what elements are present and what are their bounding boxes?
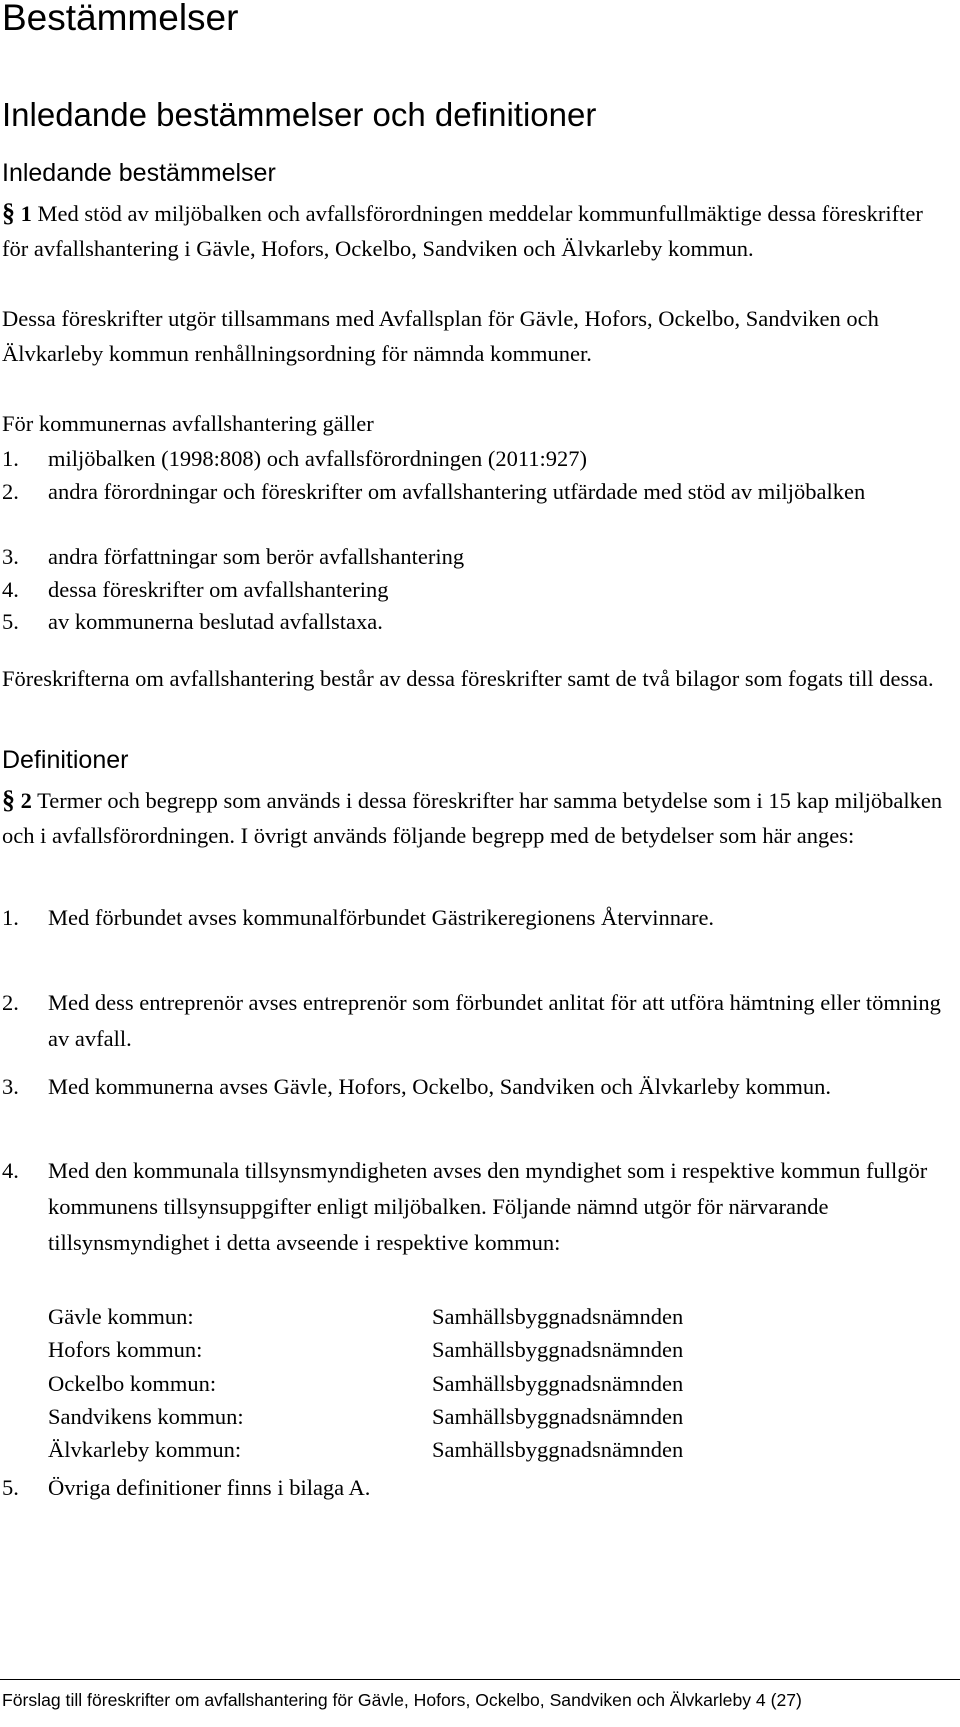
bilagor-text: Föreskrifterna om avfallshantering består av dessa föreskrifter samt de två bilagor som fogats till dessa. bbox=[2, 666, 934, 691]
definition-text: Med den kommunala tillsynsmyndigheten avses den myndighet som i respektive kommun fullgör kommunens tillsynsuppgifter enligt miljöbalken. Följande nämnd utgör för närvarande tillsynsmyndighet i detta avseende i respektive kommun: bbox=[48, 1158, 928, 1255]
list-number: 3. bbox=[2, 544, 19, 569]
list-text: av kommunerna beslutad avfallstaxa. bbox=[48, 609, 383, 634]
authority-committee: Samhällsbyggnadsnämnden bbox=[432, 1304, 684, 1329]
definition-number: 5. bbox=[2, 1475, 19, 1500]
list-item bbox=[2, 443, 952, 476]
authority-municipality: Älvkarleby kommun: bbox=[48, 1437, 242, 1463]
definition-text: Med dess entreprenör avses entreprenör som förbundet anlitat för att utföra hämtning eller tömning av avfall. bbox=[48, 990, 941, 1051]
paragraph-number: 2 bbox=[20, 788, 32, 813]
list-item bbox=[2, 606, 952, 639]
list-number: 5. bbox=[2, 609, 19, 634]
authority-municipality: Gävle kommun: bbox=[48, 1304, 194, 1329]
authority-committee: Samhällsbyggnadsnämnden bbox=[432, 1437, 684, 1463]
subsection-heading-definitions: Definitioner bbox=[2, 746, 129, 774]
definition-number: 1. bbox=[2, 905, 19, 930]
list-number: 2. bbox=[2, 479, 19, 504]
subsection-heading-intro: Inledande bestämmelser bbox=[2, 159, 276, 187]
definition-number: 2. bbox=[2, 990, 19, 1015]
definition-item bbox=[2, 985, 952, 1057]
list-item bbox=[2, 574, 952, 607]
list-item bbox=[2, 476, 952, 509]
applies-text: För kommunernas avfallshantering gäller bbox=[2, 411, 374, 436]
definition-number: 3. bbox=[2, 1074, 19, 1099]
footer-divider bbox=[0, 1679, 960, 1680]
definition-text: Med förbundet avses kommunalförbundet Gästrikeregionens Återvinnare. bbox=[48, 905, 715, 930]
authority-municipality: Ockelbo kommun: bbox=[48, 1370, 217, 1396]
definition-item bbox=[2, 1153, 952, 1261]
paragraph-2-text: Termer och begrepp som används i dessa föreskrifter har samma betydelse som i 15 kap miljöbalken och i avfallsförordningen. I övrigt används följande begrepp med de betydelser som här anges: bbox=[2, 788, 943, 848]
definition-item bbox=[2, 1470, 952, 1506]
paragraph-1 bbox=[2, 195, 952, 266]
definition-text: Övriga definitioner finns i bilaga A. bbox=[48, 1475, 371, 1500]
authority-municipality: Sandvikens kommun: bbox=[48, 1403, 244, 1429]
list-item bbox=[2, 541, 952, 574]
paragraph-2 bbox=[2, 782, 952, 853]
definition-text: Med kommunerna avses Gävle, Hofors, Ockelbo, Sandviken och Älvkarleby kommun. bbox=[48, 1074, 831, 1099]
section-heading: Inledande bestämmelser och definitioner bbox=[2, 96, 597, 133]
authority-municipality: Hofors kommun: bbox=[48, 1337, 203, 1363]
page-footer bbox=[2, 1689, 802, 1711]
list-text: miljöbalken (1998:808) och avfallsförordningen (2011:927) bbox=[48, 446, 588, 471]
list-text: andra förordningar och föreskrifter om avfallshantering utfärdade med stöd av miljöbalken bbox=[48, 479, 866, 504]
authority-committee: Samhällsbyggnadsnämnden bbox=[432, 1337, 684, 1363]
paragraph-1-text: Med stöd av miljöbalken och avfallsförordningen meddelar kommunfullmäktige dessa föreskrifter för avfallshantering i Gävle, Hofors, Ockelbo, Sandviken och Älvkarleby kommun. bbox=[2, 201, 923, 261]
list-number: 1. bbox=[2, 446, 19, 471]
list-text: andra författningar som berör avfallshantering bbox=[48, 544, 465, 569]
page-number: 4 (27) bbox=[755, 1690, 802, 1710]
definition-number: 4. bbox=[2, 1158, 19, 1183]
main-heading: Bestämmelser bbox=[2, 0, 239, 38]
definition-item bbox=[2, 900, 952, 936]
paragraph-mark: § bbox=[2, 198, 15, 227]
footer-text: Förslag till föreskrifter om avfallshantering för Gävle, Hofors, Ockelbo, Sandviken och Älvkarleby bbox=[2, 1690, 752, 1710]
authority-committee: Samhällsbyggnadsnämnden bbox=[432, 1403, 684, 1429]
list-number: 4. bbox=[2, 577, 19, 602]
renhallningsordning-text: Dessa föreskrifter utgör tillsammans med Avfallsplan för Gävle, Hofors, Ockelbo, Sandviken och Älvkarleby kommun renhållningsordning för nämnda kommuner. bbox=[2, 306, 879, 366]
definition-item bbox=[2, 1069, 952, 1105]
list-text: dessa föreskrifter om avfallshantering bbox=[48, 577, 389, 602]
paragraph-mark: § bbox=[2, 785, 15, 814]
paragraph-number: 1 bbox=[20, 201, 32, 226]
authority-committee: Samhällsbyggnadsnämnden bbox=[432, 1370, 684, 1396]
